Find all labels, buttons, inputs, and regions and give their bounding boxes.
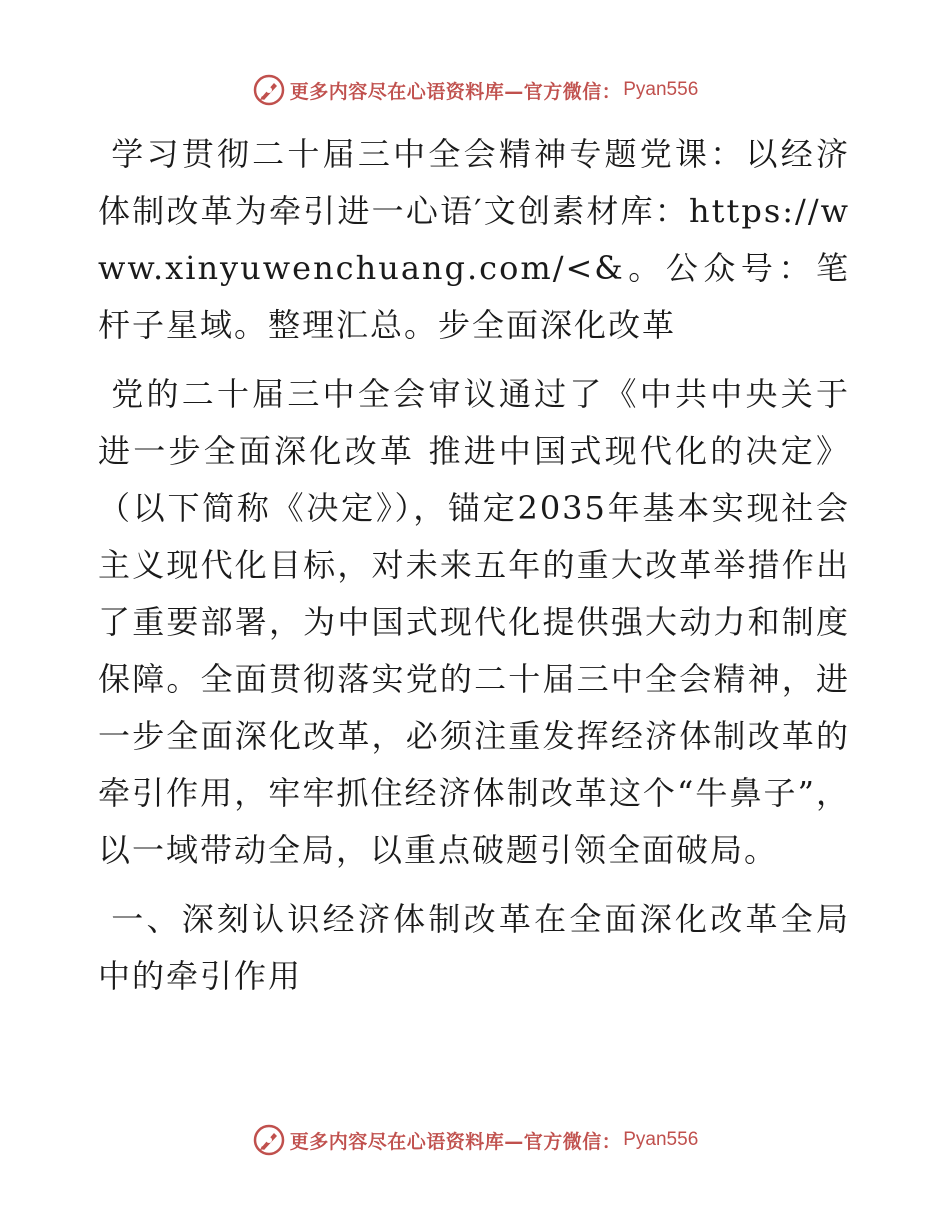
pen-logo-icon <box>252 73 286 107</box>
document-body <box>98 126 850 1017</box>
paragraph-intro-text: 党的二十届三中全会审议通过了《中共中央关于进一步全面深化改革 推进中国式现代化的决定》（以下简称《决定》），锚定2035年基本实现社会主义现代化目标，对未来五年的重大改革举措作出了重要部署，为中国式现代化提供强大动力和制度保障。全面贯彻落实党的二十届三中全会精神，进一步全面深化改革，必须注重发挥经济体制改革的牵引作用，牢牢抓住经济体制改革这个“牛鼻子”，以一域带动全局，以重点破题引领全面破局。 <box>98 375 850 869</box>
paragraph-title <box>98 126 850 354</box>
section-heading-text: 一、深刻认识经济体制改革在全面深化改革全局中的牵引作用 <box>98 900 850 995</box>
banner-text: 更多内容尽在心语资料库—官方微信： <box>289 80 622 103</box>
banner-text: 更多内容尽在心语资料库—官方微信： <box>289 1130 622 1153</box>
pen-logo-icon <box>252 1123 286 1157</box>
banner-wechat-id: Pyan556 <box>623 1129 699 1150</box>
banner-wechat-id: Pyan556 <box>623 79 699 100</box>
header-watermark-banner <box>0 70 950 110</box>
footer-watermark-banner <box>0 1120 950 1160</box>
paragraph-intro <box>98 366 850 879</box>
paragraph-title-text: 学习贯彻二十届三中全会精神专题党课：以经济体制改革为牵引进一心语′文创素材库：https://www.xinyuwenchuang.com/<&。公众号：笔杆子星域。整理汇总。步全面深化改革 <box>98 135 850 344</box>
section-heading <box>98 891 850 1005</box>
